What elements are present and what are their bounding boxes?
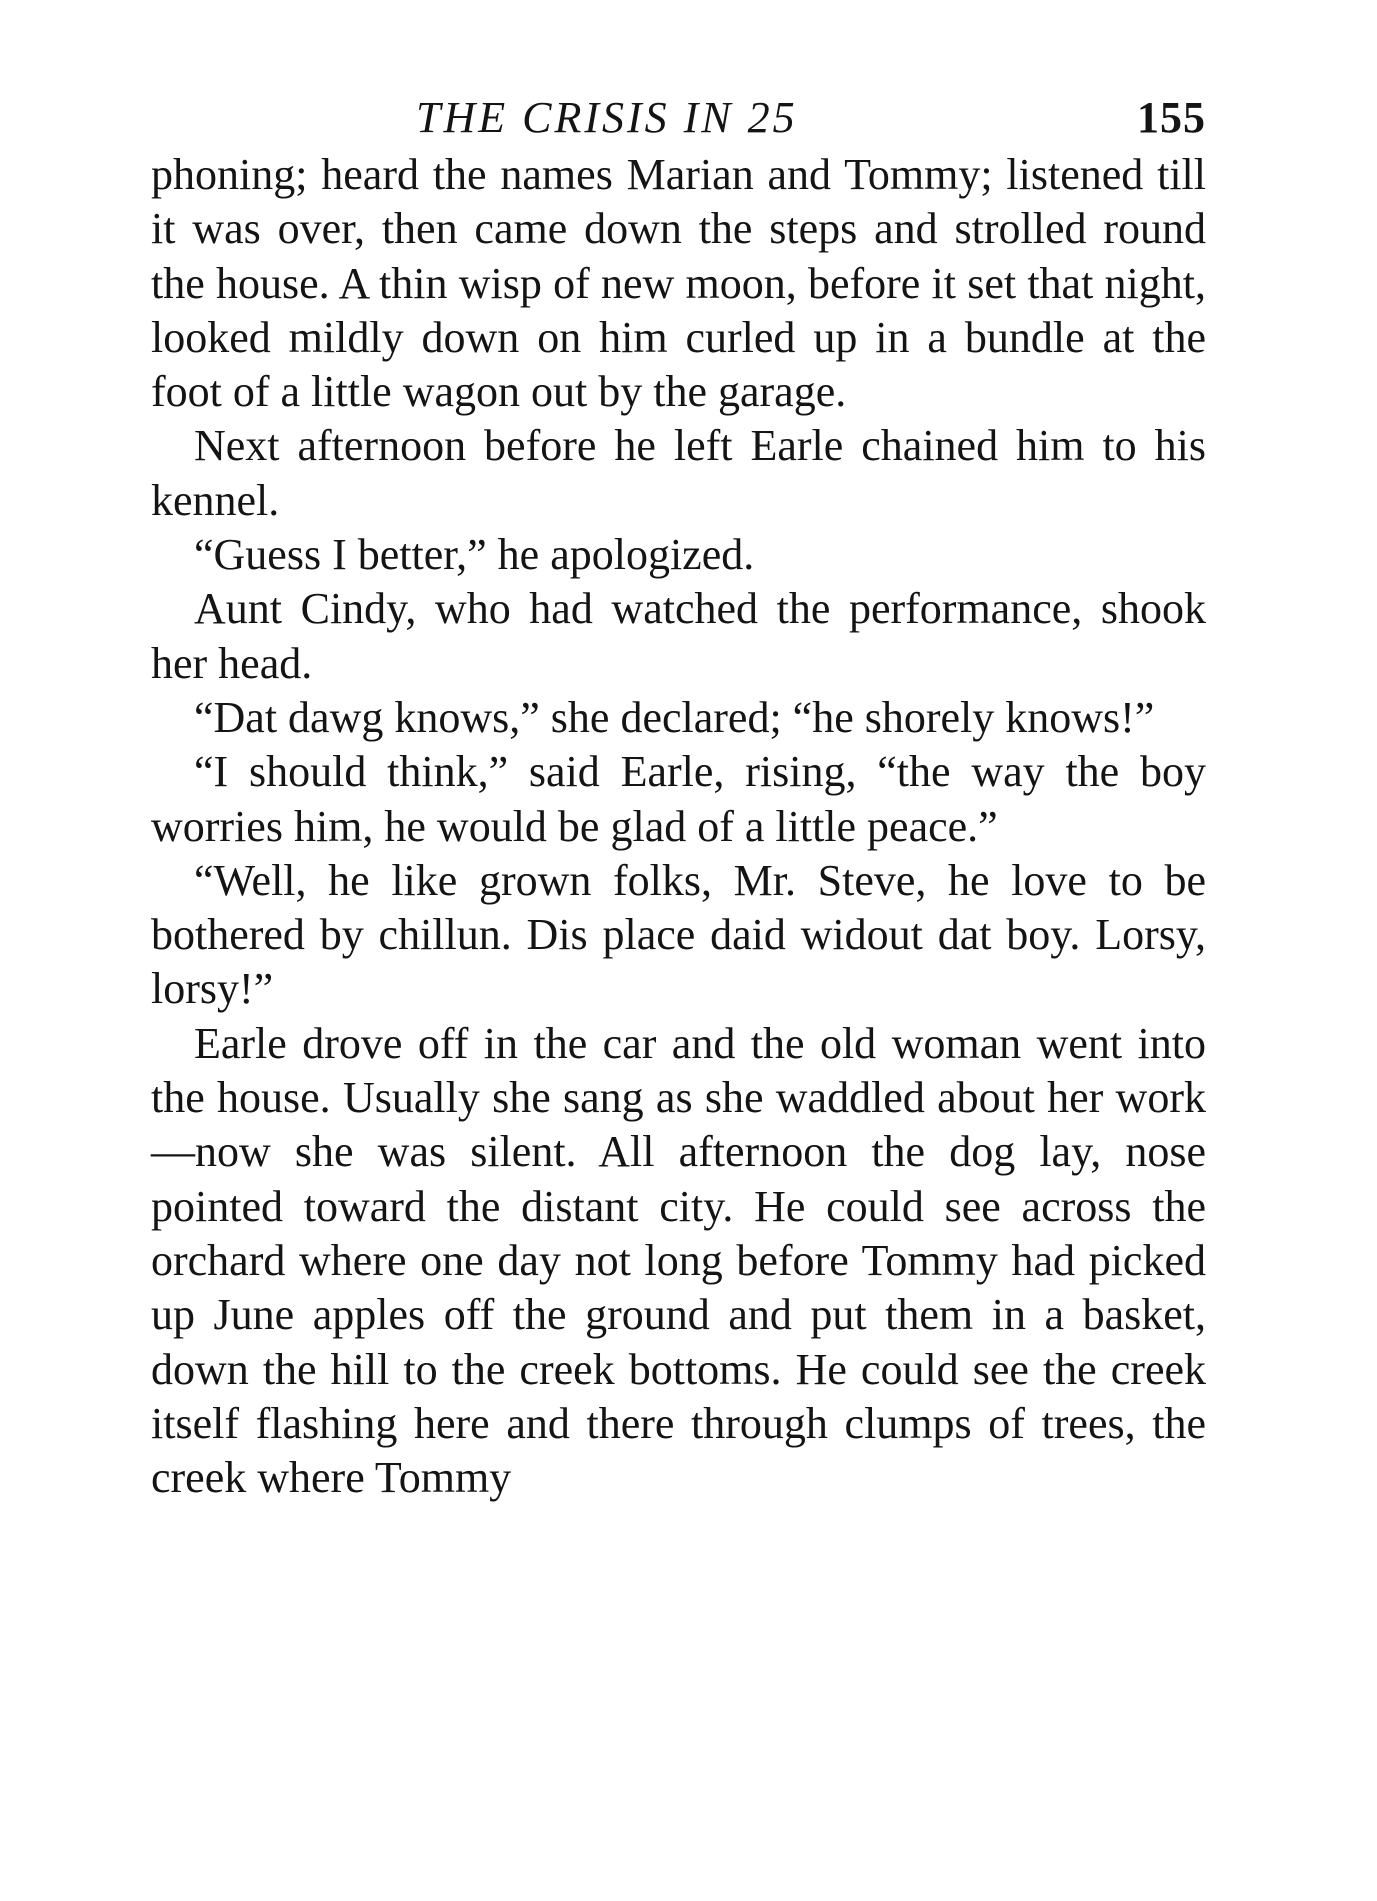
paragraph: phoning; heard the names Marian and Tommy; listened till it was over, then came down the steps and strolled round the house. A thin wisp of new moon, before it set that night, looked mildly down on him curled up in a bundle at the foot of a little wagon out by the garage. — [151, 150, 1206, 417]
body-text — [151, 148, 1206, 1505]
page-header — [151, 88, 1206, 148]
page-number: 155 — [1137, 93, 1206, 142]
paragraph: “Well, he like grown folks, Mr. Steve, he love to be bothered by chillun. Dis place daid widout dat boy. Lorsy, lorsy!” — [151, 855, 1206, 1014]
running-title: THE CRISIS IN 25 — [416, 93, 798, 142]
paragraph: Aunt Cindy, who had watched the performance, shook her head. — [151, 584, 1206, 688]
book-page — [151, 88, 1206, 1505]
paragraph: Next afternoon before he left Earle chained him to his kennel. — [151, 421, 1206, 525]
paragraph: Earle drove off in the car and the old woman went into the house. Usually she sang as she waddled about her work—now she was silent. All afternoon the dog lay, nose pointed toward the distant city. He could see across the orchard where one day not long before Tommy had picked up June apples off the ground and put them in a basket, down the hill to the creek bottoms. He could see the creek itself flashing here and there through clumps of trees, the creek where Tommy — [151, 1018, 1206, 1503]
paragraph: “Dat dawg knows,” she declared; “he shorely knows!” — [194, 692, 1155, 742]
paragraph: “I should think,” said Earle, rising, “the way the boy worries him, he would be glad of a little peace.” — [151, 747, 1206, 851]
paragraph: “Guess I better,” he apologized. — [194, 530, 755, 580]
